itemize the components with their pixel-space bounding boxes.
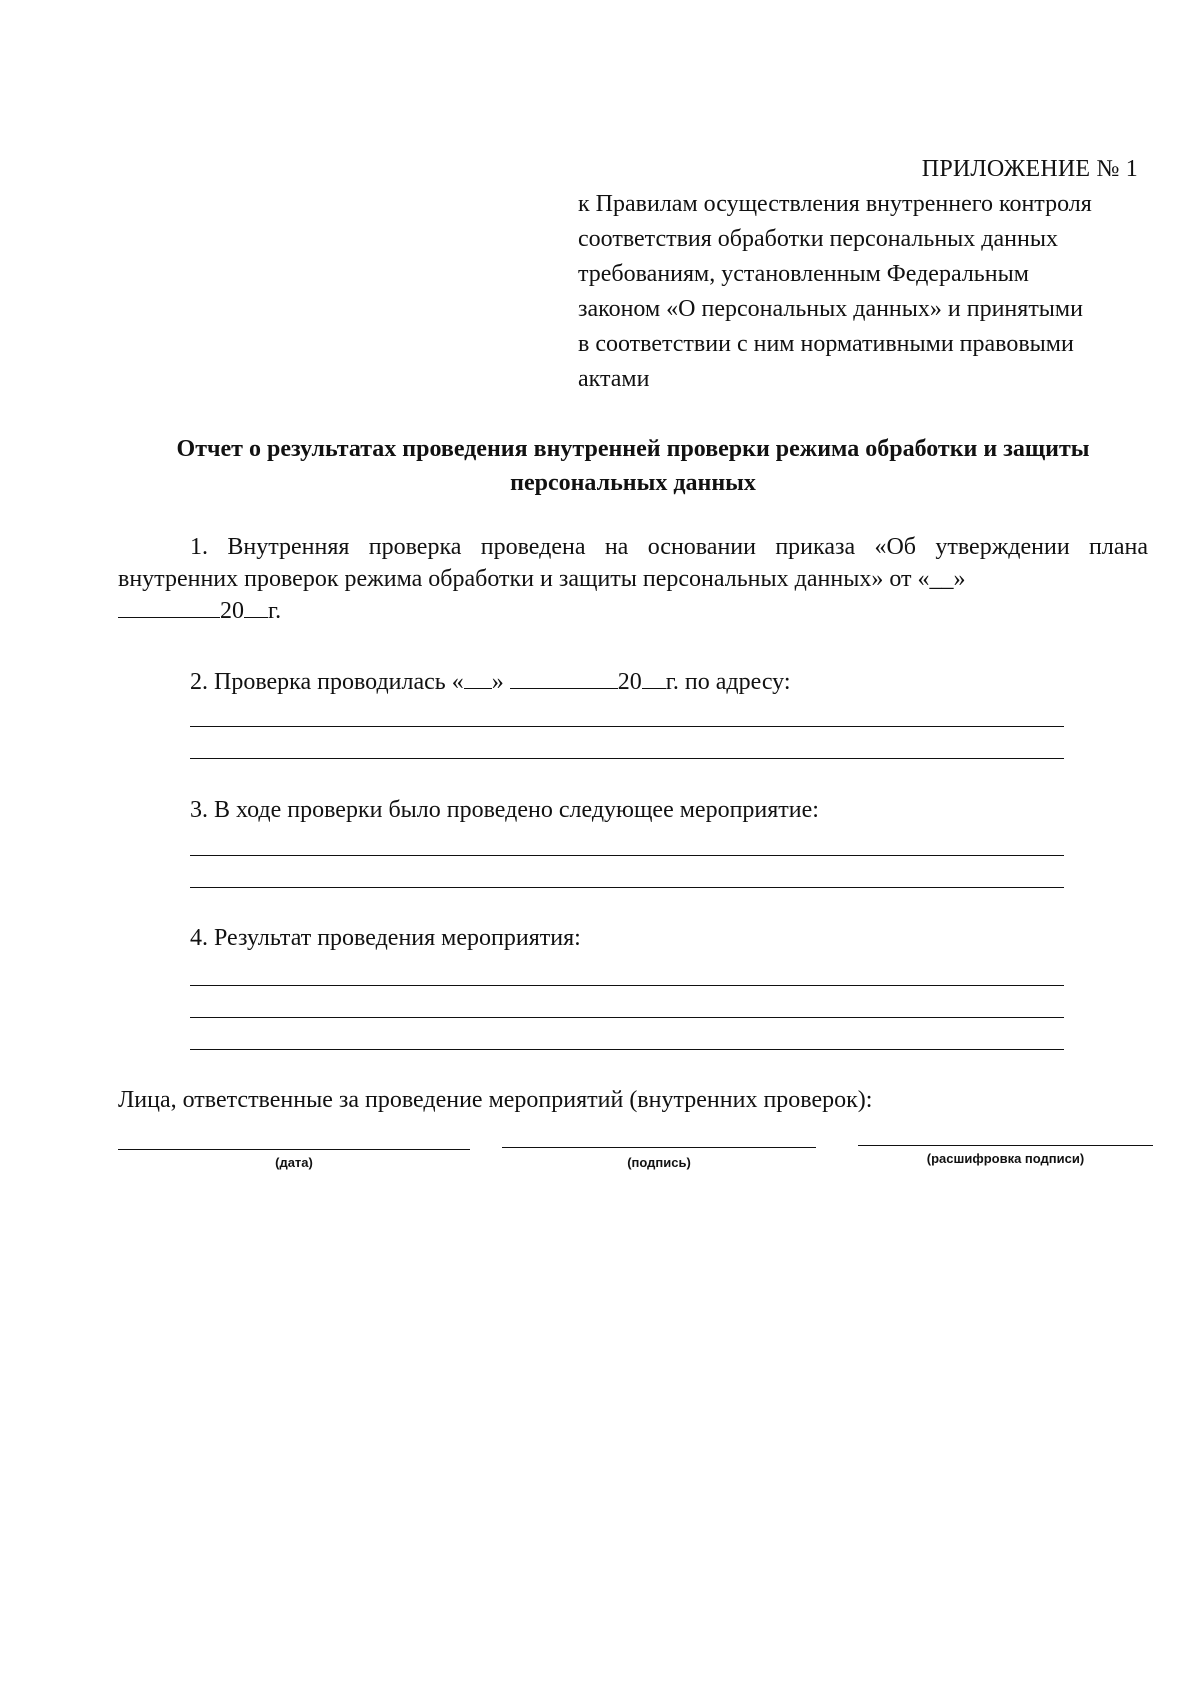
result-line[interactable] bbox=[190, 1049, 1064, 1050]
signature-line[interactable] bbox=[502, 1147, 816, 1148]
item-4: 4. Результат проведения мероприятия: bbox=[190, 925, 581, 951]
signature-caption: (подпись) bbox=[627, 1155, 691, 1170]
document-title bbox=[118, 432, 1148, 500]
appendix-line: актами bbox=[578, 366, 650, 392]
result-line[interactable] bbox=[190, 985, 1064, 986]
appendix-line: к Правилам осуществления внутреннего контроля bbox=[578, 191, 1092, 217]
appendix-line: в соответствии с ним нормативными правовыми bbox=[578, 331, 1074, 357]
item-3: 3. В ходе проверки было проведено следующее мероприятие: bbox=[190, 797, 819, 823]
appendix-line: соответствия обработки персональных данных bbox=[578, 226, 1058, 252]
result-line[interactable] bbox=[190, 1017, 1064, 1018]
year-blank[interactable] bbox=[642, 666, 666, 689]
address-line[interactable] bbox=[190, 758, 1064, 759]
item-2-year: 20 bbox=[617, 669, 642, 695]
signature-decoding-line[interactable] bbox=[858, 1145, 1153, 1146]
address-line[interactable] bbox=[190, 726, 1064, 727]
appendix-text bbox=[578, 187, 1138, 397]
appendix-line: требованиям, установленным Федеральным bbox=[578, 261, 1029, 287]
date-caption: (дата) bbox=[275, 1155, 313, 1170]
date-signature-line[interactable] bbox=[118, 1149, 470, 1150]
document-title-line: персональных данных bbox=[510, 470, 756, 496]
year-blank[interactable] bbox=[244, 595, 268, 618]
year-suffix: г. bbox=[268, 598, 282, 624]
month-blank[interactable] bbox=[118, 595, 220, 618]
appendix-title: ПРИЛОЖЕНИЕ № 1 bbox=[921, 156, 1138, 182]
year-prefix: 20 bbox=[220, 598, 244, 624]
day-blank[interactable] bbox=[464, 666, 492, 689]
activity-line[interactable] bbox=[190, 855, 1064, 856]
paragraph-1-text: 1. Внутренняя проверка проведена на основании приказа «Об утверждении плана внутренних проверок режима обработки и защиты персональных данных» от «__» bbox=[118, 534, 1148, 592]
item-2-quote: » bbox=[491, 669, 504, 695]
appendix-header bbox=[578, 152, 1138, 397]
item-2-suffix: г. по адресу: bbox=[665, 669, 791, 695]
item-2-prefix: 2. Проверка проводилась « bbox=[190, 669, 464, 695]
document-title-line: Отчет о результатах проведения внутренней проверки режима обработки и защиты bbox=[176, 436, 1090, 462]
appendix-line: законом «О персональных данных» и принятыми bbox=[578, 296, 1083, 322]
item-2 bbox=[190, 666, 791, 698]
responsible-persons-label: Лица, ответственные за проведение мероприятий (внутренних проверок): bbox=[118, 1087, 873, 1113]
month-blank[interactable] bbox=[510, 666, 618, 689]
signature-decoding-caption: (расшифровка подписи) bbox=[926, 1151, 1085, 1166]
paragraph-1 bbox=[118, 531, 1148, 627]
activity-line[interactable] bbox=[190, 887, 1064, 888]
